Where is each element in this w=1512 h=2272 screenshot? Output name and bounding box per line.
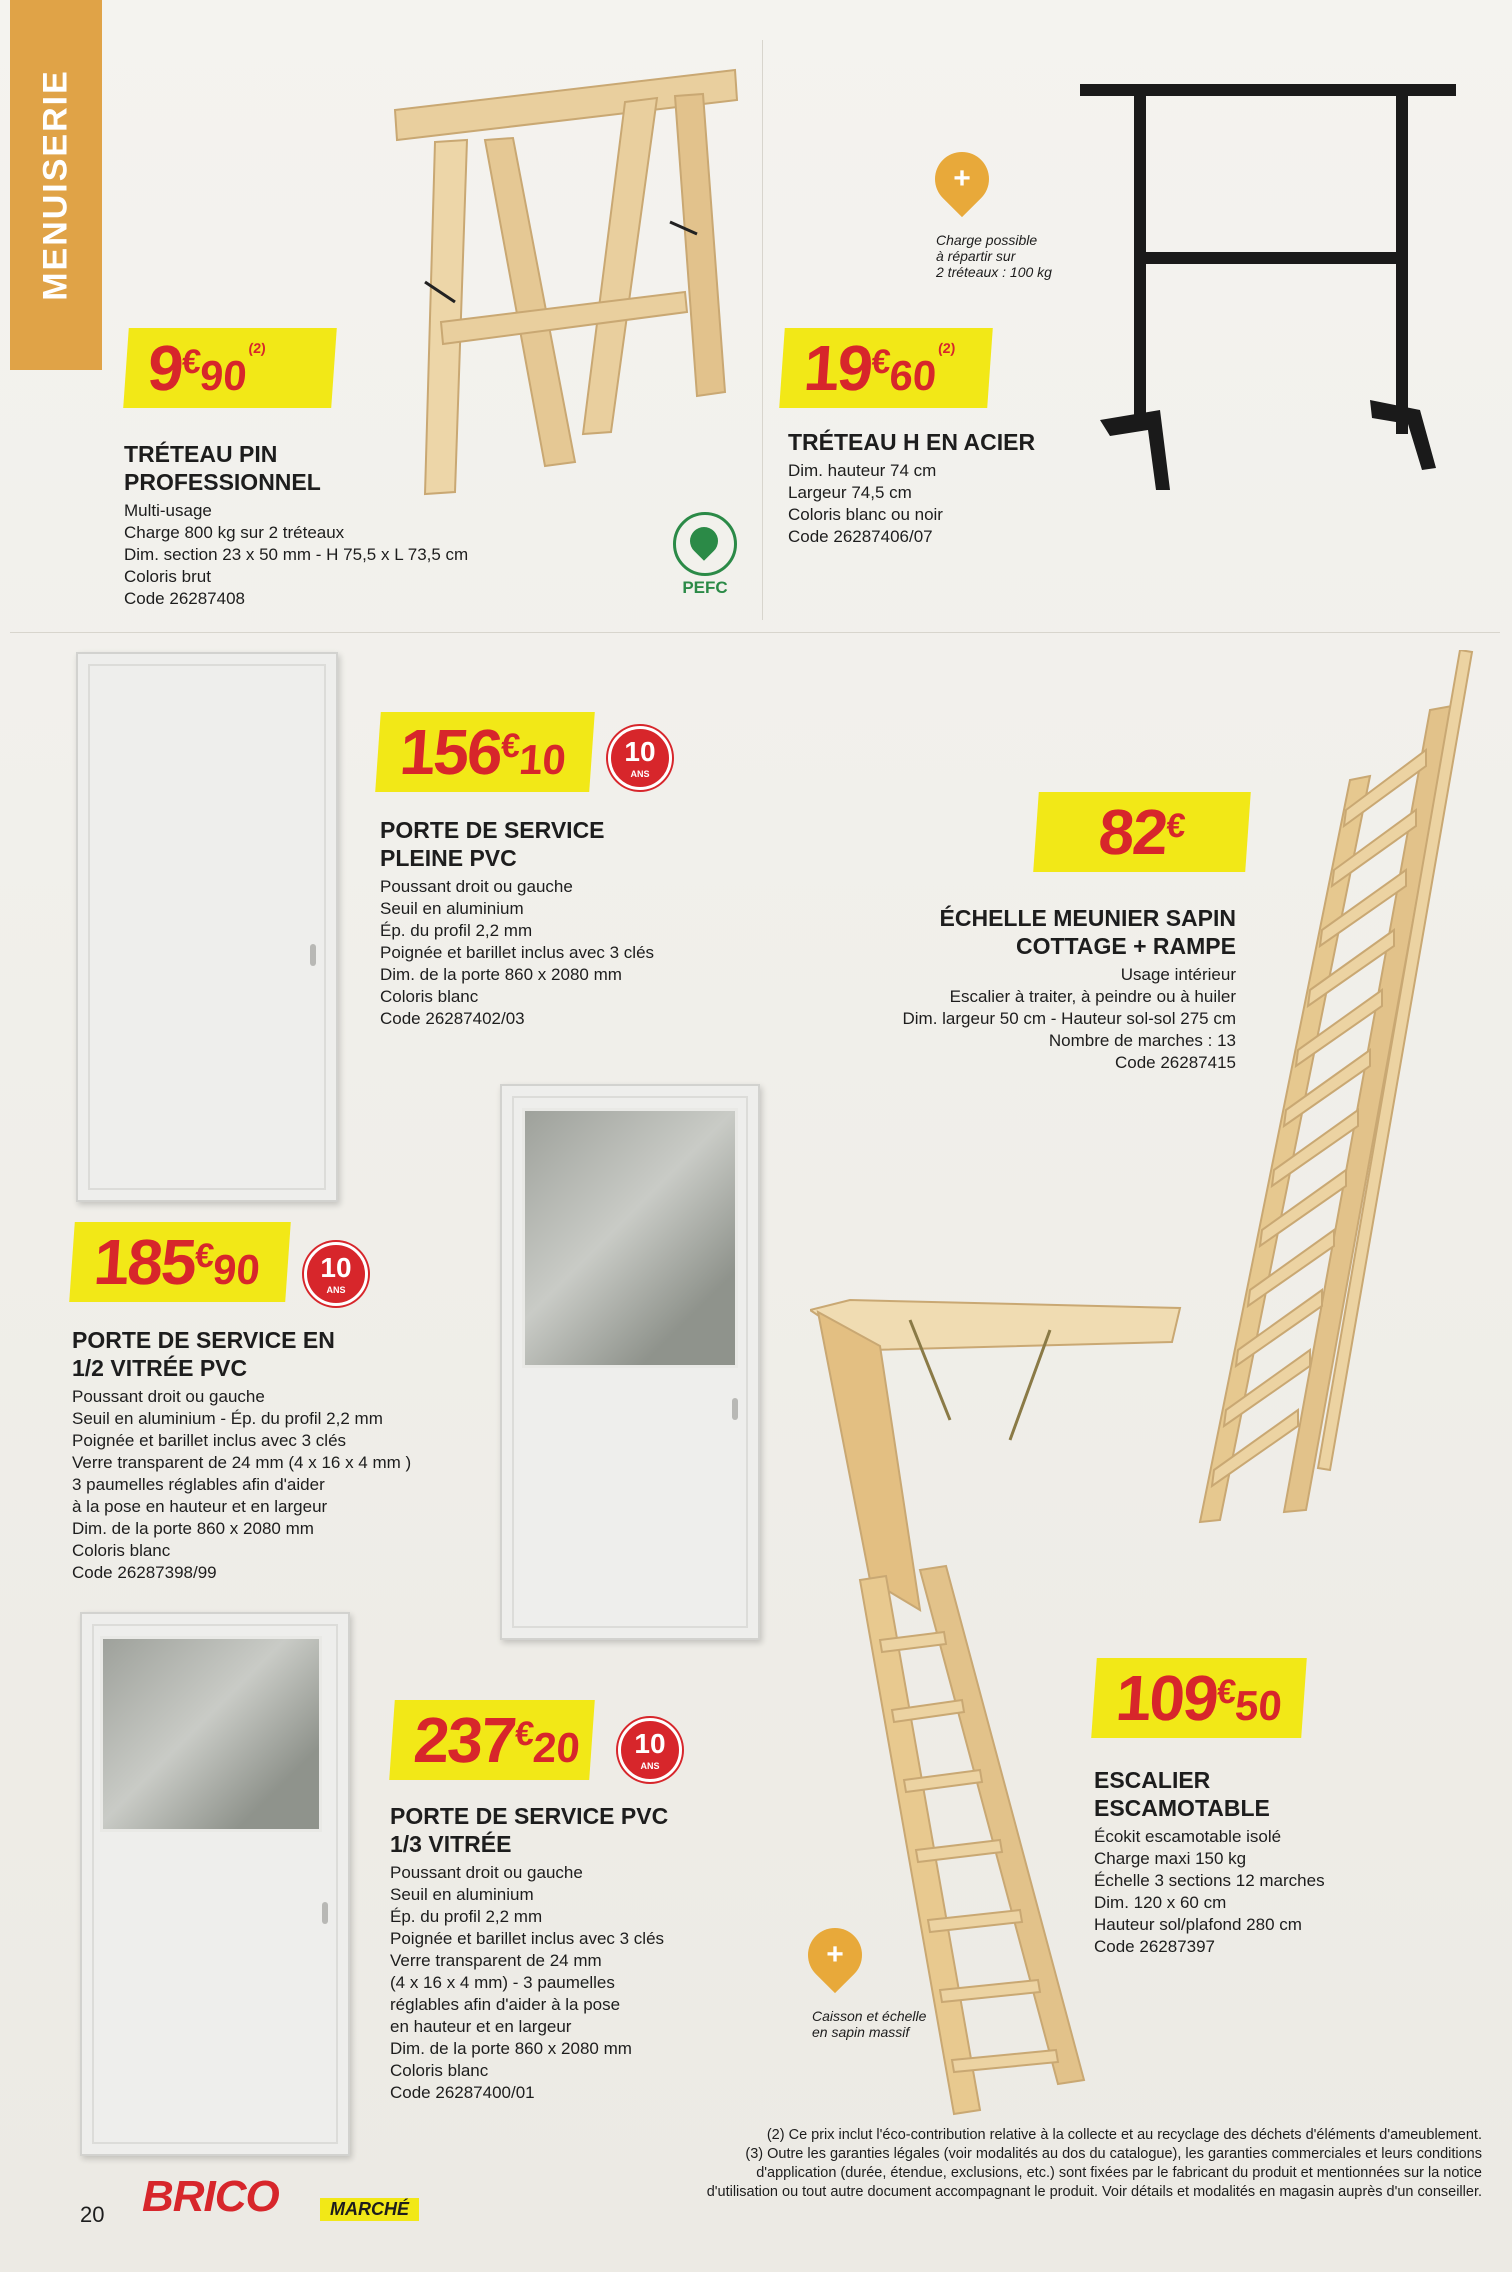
miller-ladder-image <box>1180 650 1480 1530</box>
price-currency: € <box>513 1715 536 1753</box>
price-currency: € <box>193 1237 216 1275</box>
product-porte-tiers <box>390 1802 668 2104</box>
spec-line: (4 x 16 x 4 mm) - 3 paumelles <box>390 1973 615 1992</box>
glass-panel <box>100 1636 322 1832</box>
door-full-pvc-image <box>76 652 338 1202</box>
spec-line: Écokit escamotable isolé <box>1094 1827 1282 1846</box>
note-line: à répartir sur <box>936 248 1016 264</box>
section-tab <box>10 0 102 370</box>
product-specs <box>1094 1826 1325 1958</box>
spec-line: Échelle 3 sections 12 marches <box>1094 1871 1325 1890</box>
warranty-years: 10 <box>320 1252 352 1283</box>
spec-line: Largeur 74,5 cm <box>788 483 912 502</box>
footnote-line: d'utilisation ou tout autre document accompagnant le produit. Voir détails et modalités en magasin auprès d'un conseiller. <box>706 2184 1482 2200</box>
spec-line: Hauteur sol/plafond 280 cm <box>1094 1915 1302 1934</box>
steel-trestle-image <box>1080 80 1460 490</box>
door-third-glazed-image <box>80 1612 350 2156</box>
product-escalier <box>1094 1766 1325 1958</box>
spec-line: Code 26287397 <box>1094 1937 1216 1956</box>
product-title: ESCAMOTABLE <box>1094 1795 1270 1821</box>
logo-marche: MARCHÉ <box>320 2198 419 2221</box>
spec-line: Poussant droit ou gauche <box>380 877 573 896</box>
pefc-text: PEFC <box>682 578 728 597</box>
section-label: MENUISERIE <box>36 69 75 301</box>
product-title: 1/2 VITRÉE PVC <box>72 1355 248 1381</box>
product-title: TRÉTEAU H EN ACIER <box>788 429 1036 455</box>
price-footnote: (2) <box>248 340 267 356</box>
spec-line: Escalier à traiter, à peindre ou à huiler <box>949 987 1236 1006</box>
spec-line: Poignée et barillet inclus avec 3 clés <box>72 1431 347 1450</box>
product-title: PORTE DE SERVICE EN <box>72 1327 335 1353</box>
product-treteau-h <box>788 428 1035 548</box>
price-footnote: (2) <box>937 340 956 356</box>
product-title: ESCALIER <box>1094 1767 1211 1793</box>
page-number: 20 <box>80 2202 105 2227</box>
spec-line: Verre transparent de 24 mm <box>390 1951 602 1970</box>
footnote-line: d'application (durée, étendue, exclusions, etc.) sont fixées par le fabricant du produit et mentionnées sur la notice <box>756 2165 1482 2181</box>
divider-vertical <box>762 40 763 620</box>
price-cents: 20 <box>531 1724 582 1771</box>
warranty-badge <box>608 726 672 790</box>
price-currency: € <box>1165 807 1187 845</box>
footnote-line: (3) Outre les garanties légales (voir modalités au dos du catalogue), les garanties commerciales et leurs conditions <box>745 2146 1482 2162</box>
spec-line: Poussant droit ou gauche <box>72 1387 265 1406</box>
spec-line: Poussant droit ou gauche <box>390 1863 583 1882</box>
price-main: 109 <box>1113 1662 1220 1734</box>
spec-line: Poignée et barillet inclus avec 3 clés <box>380 943 655 962</box>
price-tag-porte-tiers <box>389 1700 595 1780</box>
product-specs <box>390 1862 668 2104</box>
price-currency: € <box>1215 1673 1238 1711</box>
product-title: COTTAGE + RAMPE <box>1015 933 1236 959</box>
spec-line: Dim. hauteur 74 cm <box>788 461 937 480</box>
spec-line: Coloris blanc <box>390 2061 489 2080</box>
product-specs <box>902 964 1236 1074</box>
warranty-unit: ANS <box>640 1761 660 1771</box>
spec-line: Ép. du profil 2,2 mm <box>390 1907 543 1926</box>
spec-line: Multi-usage <box>124 501 212 520</box>
warranty-badge <box>618 1718 682 1782</box>
product-porte-pleine <box>380 816 654 1030</box>
spec-line: Poignée et barillet inclus avec 3 clés <box>390 1929 665 1948</box>
note-line: en sapin massif <box>812 2024 910 2040</box>
warranty-unit: ANS <box>326 1285 346 1295</box>
price-cents: 10 <box>517 736 568 783</box>
price-tag-escalier <box>1091 1658 1307 1738</box>
spec-line: Coloris brut <box>124 567 211 586</box>
pefc-logo <box>672 512 738 602</box>
spec-line: Code 26287402/03 <box>380 1009 525 1028</box>
spec-line: Dim. 120 x 60 cm <box>1094 1893 1227 1912</box>
product-title: PROFESSIONNEL <box>124 469 321 495</box>
product-title: 1/3 VITRÉE <box>390 1831 512 1857</box>
product-title: PLEINE PVC <box>380 845 517 871</box>
spec-line: Dim. largeur 50 cm - Hauteur sol-sol 275 cm <box>902 1009 1236 1028</box>
product-title: PORTE DE SERVICE PVC <box>390 1803 669 1829</box>
warranty-badge <box>304 1242 368 1306</box>
spec-line: réglables afin d'aider à la pose <box>390 1995 621 2014</box>
warranty-unit: ANS <box>630 769 650 779</box>
price-main: 237 <box>411 1704 518 1776</box>
product-note <box>936 232 1052 280</box>
price-main: 19 <box>801 332 874 404</box>
price-currency: € <box>180 343 203 381</box>
note-line: 2 tréteaux : 100 kg <box>936 264 1052 280</box>
spec-line: Code 26287400/01 <box>390 2083 535 2102</box>
price-cents: 50 <box>1233 1682 1284 1729</box>
spec-line: Dim. de la porte 860 x 2080 mm <box>380 965 622 984</box>
price-tag-porte-demi <box>69 1222 291 1302</box>
spec-line: 3 paumelles réglables afin d'aider <box>72 1475 325 1494</box>
spec-line: Code 26287415 <box>1114 1053 1236 1072</box>
product-specs <box>380 876 654 1030</box>
logo-brico: BRICO <box>142 2172 279 2221</box>
price-tag-treteau-h <box>779 328 993 408</box>
note-line: Caisson et échelle <box>812 2008 927 2024</box>
product-specs <box>788 460 1035 548</box>
product-title: PORTE DE SERVICE <box>380 817 605 843</box>
product-title: ÉCHELLE MEUNIER SAPIN <box>939 905 1236 931</box>
divider-horizontal <box>10 632 1500 633</box>
spec-line: Charge 800 kg sur 2 tréteaux <box>124 523 345 542</box>
les-plus-icon: + <box>797 1917 873 1993</box>
price-currency: € <box>870 343 892 381</box>
spec-line: Nombre de marches : 13 <box>1048 1031 1236 1050</box>
note-line: Charge possible <box>936 232 1038 248</box>
spec-line: Seuil en aluminium <box>390 1885 534 1904</box>
spec-line: Verre transparent de 24 mm (4 x 16 x 4 mm ) <box>72 1453 412 1472</box>
spec-line: Coloris blanc ou noir <box>788 505 943 524</box>
wooden-trestle-image <box>385 62 745 502</box>
spec-line: en hauteur et en largeur <box>390 2017 572 2036</box>
price-cents: 60 <box>887 352 938 399</box>
warranty-years: 10 <box>624 736 656 767</box>
price-currency: € <box>499 727 522 765</box>
bricomarche-logo <box>142 2172 432 2228</box>
footnote-line: (2) Ce prix inclut l'éco-contribution relative à la collecte et au recyclage des déchets d'éléments d'ameublement. <box>766 2127 1482 2143</box>
price-cents: 90 <box>198 352 249 399</box>
spec-line: Charge maxi 150 kg <box>1094 1849 1247 1868</box>
product-porte-demi <box>72 1326 411 1584</box>
product-treteau-pin <box>124 440 468 610</box>
spec-line: Coloris blanc <box>380 987 479 1006</box>
les-plus-icon: + <box>924 141 1000 217</box>
price-tag-porte-pleine <box>375 712 595 792</box>
product-echelle-meunier <box>902 904 1236 1074</box>
door-half-glazed-image <box>500 1084 760 1640</box>
price-main: 156 <box>397 716 504 788</box>
tree-icon <box>673 512 737 576</box>
price-main: 9 <box>145 332 185 404</box>
footer-notes <box>442 2126 1482 2202</box>
spec-line: Dim. de la porte 860 x 2080 mm <box>390 2039 632 2058</box>
spec-line: Code 26287406/07 <box>788 527 933 546</box>
spec-line: Coloris blanc <box>72 1541 171 1560</box>
price-tag-treteau-pin <box>123 328 337 408</box>
product-specs <box>124 500 468 610</box>
product-note <box>812 2008 926 2040</box>
price-main: 185 <box>91 1226 198 1298</box>
spec-line: Seuil en aluminium - Ép. du profil 2,2 mm <box>72 1409 383 1428</box>
spec-line: à la pose en hauteur et en largeur <box>72 1497 328 1516</box>
spec-line: Ép. du profil 2,2 mm <box>380 921 533 940</box>
spec-line: Usage intérieur <box>1120 965 1236 984</box>
spec-line: Code 26287408 <box>124 589 246 608</box>
product-title: TRÉTEAU PIN <box>124 441 278 467</box>
spec-line: Code 26287398/99 <box>72 1563 217 1582</box>
product-specs <box>72 1386 411 1584</box>
spec-line: Seuil en aluminium <box>380 899 524 918</box>
warranty-years: 10 <box>634 1728 666 1759</box>
spec-line: Dim. section 23 x 50 mm - H 75,5 x L 73,5 cm <box>124 545 469 564</box>
price-tag-echelle <box>1033 792 1251 872</box>
price-cents: 90 <box>211 1246 262 1293</box>
price-main: 82 <box>1096 796 1169 868</box>
glass-panel <box>522 1108 738 1368</box>
spec-line: Dim. de la porte 860 x 2080 mm <box>72 1519 314 1538</box>
